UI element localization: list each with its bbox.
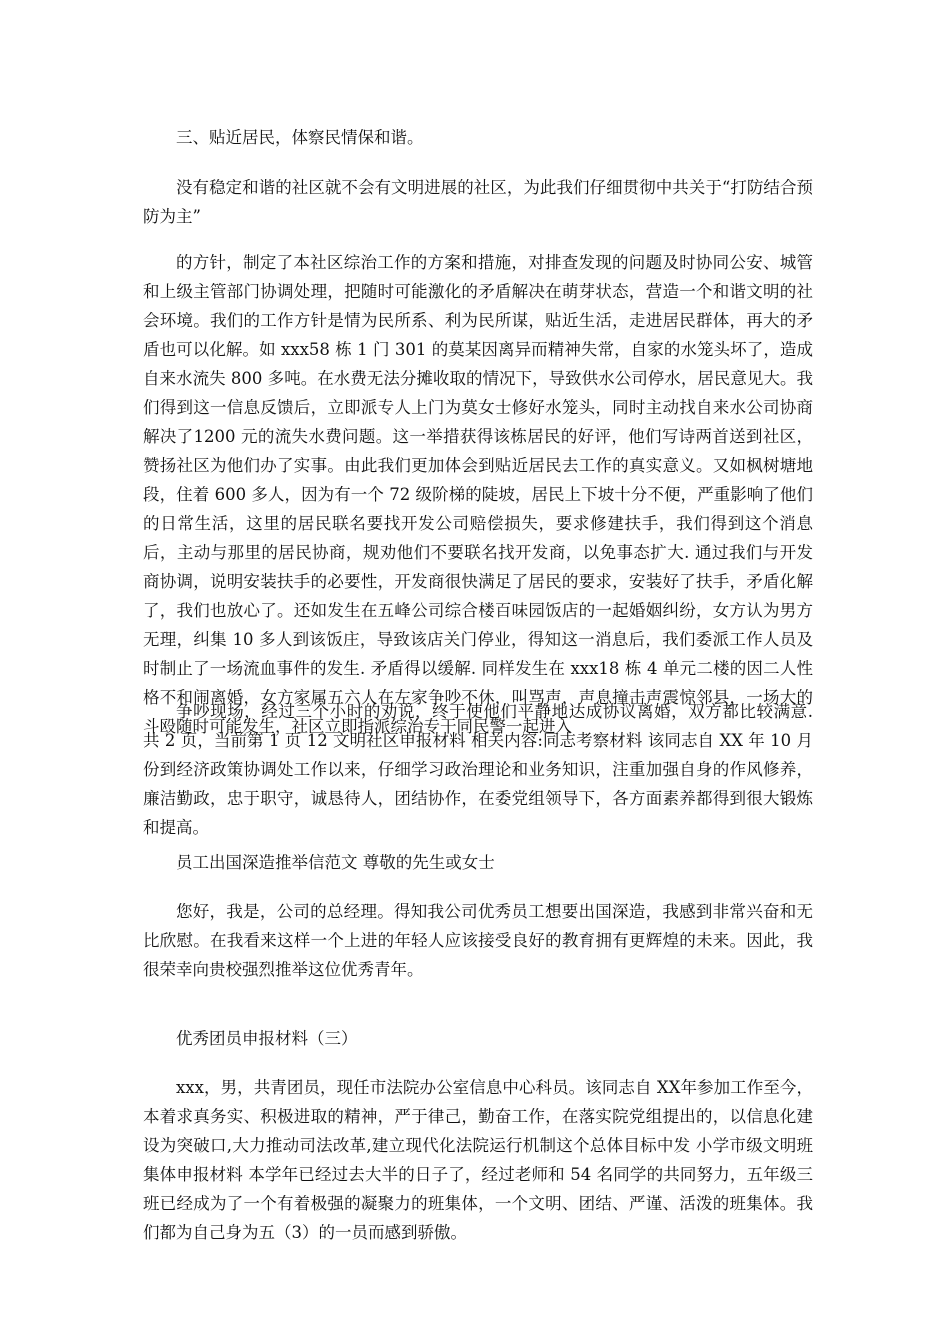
- section-heading: 三、贴近居民，体察民情保和谐。: [176, 128, 424, 147]
- paragraph: 您好，我是，公司的总经理。得知我公司优秀员工想要出国深造，我感到非常兴奋和无比欣慰。在我看来这样一个上进的年轻人应该接受良好的教育拥有更辉煌的未来。因此，我很荣幸向贵校强烈推举这位优秀青年。: [143, 902, 813, 979]
- paragraph: 的方针，制定了本社区综治工作的方案和措施，对排查发现的问题及时协同公安、城管和上级主管部门协调处理，把随时可能激化的矛盾解决在萌芽状态，营造一个和谐文明的社会环境。我们的工作方针是情为民所系、利为民所谋，贴近生活，走进居民群体，再大的矛盾也可以化解。如 xxx58 栋 1 门 301 的莫某因离异而精神失常，自家的水笼头坏了，造成自来水流失 800 多吨。在水费无法分摊收取的情况下，导致供水公司停水，居民意见大。我们得到这一信息反馈后，立即派专人上门为莫女士修好水笼头，同时主动找自来水公司协商解决了1200 元的流失水费问题。这一举措获得该栋居民的好评，他们写诗两首送到社区，赞扬社区为他们办了实事。由此我们更加体会到贴近居民去工作的真实意义。又如枫树塘地段，住着 600 多人，因为有一个 72 级阶梯的陡坡，居民上下坡十分不便，严重影响了他们的日常生活，这里的居民联名要找开发公司赔偿损失，要求修建扶手，我们得到这个消息后，主动与那里的居民协商，规劝他们不要联名找开发商，以免事态扩大. 通过我们与开发商协调，说明安装扶手的必要性，开发商很快满足了居民的要求，安装好了扶手，矛盾化解了，我们也放心了。还如发生在五峰公司综合楼百味园饭店的一起婚姻纠纷，女方认为男方无理，纠集 10 多人到该饭庄，导致该店关门停业，得知这一消息后，我们委派工作人员及时制止了一场流血事件的发生. 矛盾得以缓解. 同样发生在 xxx18 栋 4 单元二楼的因二人性格不和闹离婚，女方家属五六人在左家争吵不休，叫骂声，声息撞击声震惊邻县，一场大的斗殴随时可能发生，社区立即指派综治专干同民警一起进入: [143, 253, 813, 736]
- section-heading: 员工出国深造推举信范文 尊敬的先生或女士: [176, 853, 495, 872]
- paragraph: xxx，男，共青团员，现任市法院办公室信息中心科员。该同志自 XX年参加工作至今，本着求真务实、积极进取的精神，严于律己，勤奋工作，在落实院党组提出的，以信息化建设为突破口,大力推动司法改革,建立现代化法院运行机制这个总体目标中发 小学市级文明班集体申报材料 本学年已经过去大半的日子了，经过老师和 54 名同学的共同努力，五年级三班已经成为了一个有着极强的凝聚力的班集体，一个文明、团结、严谨、活泼的班集体。我们都为自己身为五（3）的一员而感到骄傲。: [143, 1078, 813, 1242]
- paragraph: 没有稳定和谐的社区就不会有文明进展的社区，为此我们仔细贯彻中共关于“打防结合预防为主”: [143, 178, 813, 226]
- section-heading: 优秀团员申报材料（三）: [176, 1029, 358, 1048]
- paragraph: 争吵现场，经过三个小时的劝说，终于使他们平静地达成协议离婚，双方都比较满意. 共 2 页，当前第 1 页 12 文明社区申报材料 相关内容:同志考察材料 该同志自 XX 年 10 月份到经济政策协调处工作以来，仔细学习政治理论和业务知识，注重加强自身的作风修养，廉洁勤政，忠于职守，诚恳待人，团结协作，在委党组领导下，各方面素养都得到很大锻炼和提高。: [143, 702, 813, 837]
